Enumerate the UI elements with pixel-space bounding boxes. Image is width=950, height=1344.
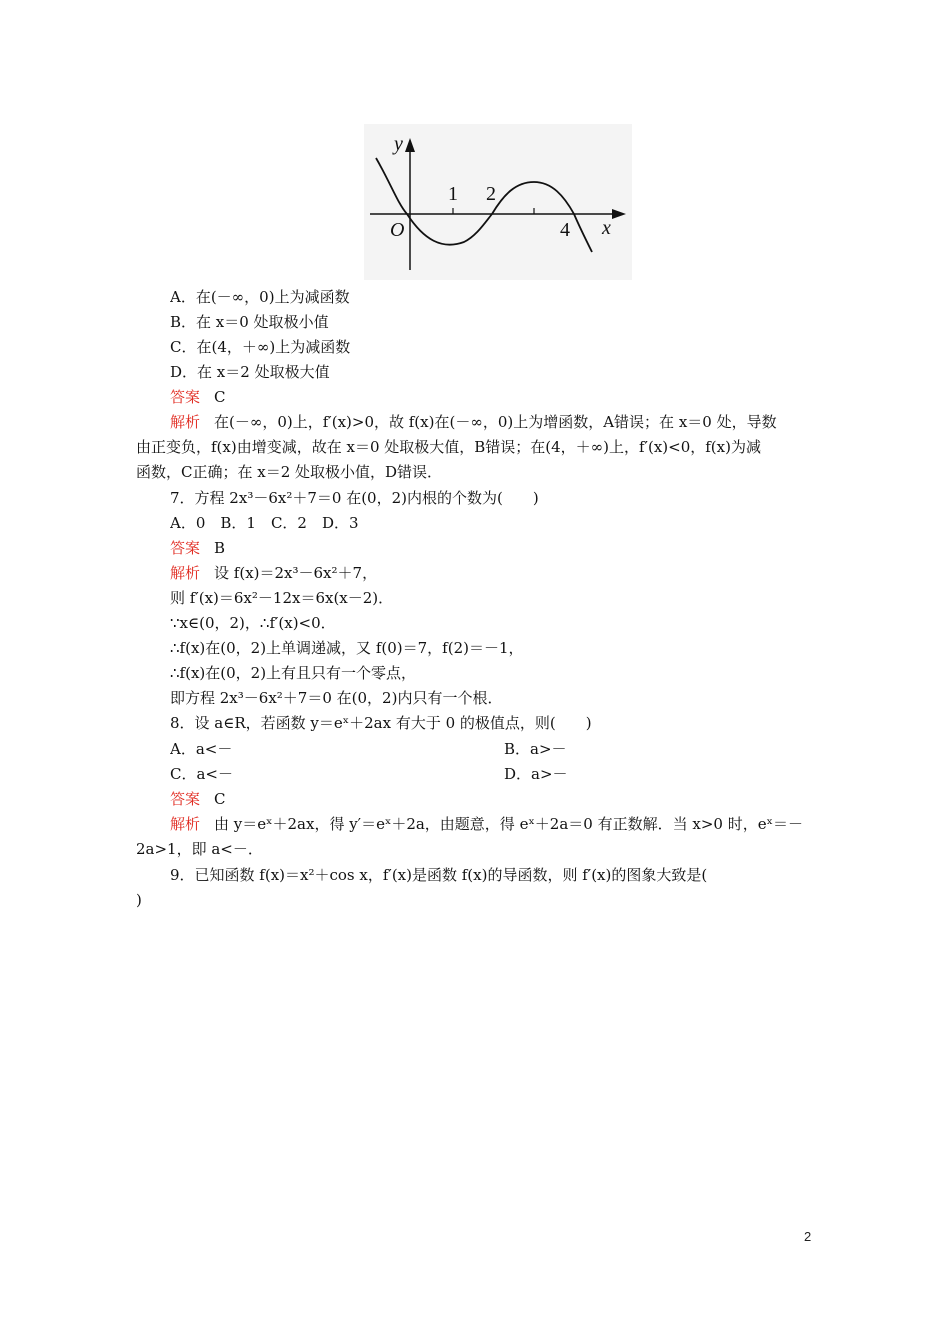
q6-answer — [170, 386, 816, 408]
q7-stem: 7．方程 2x³－6x²＋7＝0 在(0，2)内根的个数为( ) — [170, 489, 539, 507]
q8-option-c: C．a<－ — [170, 765, 233, 783]
page-number: 2 — [804, 1229, 812, 1244]
tick-label-1: 1 — [448, 183, 458, 205]
q8-analysis-line-1 — [170, 813, 816, 835]
q6-option-d: D．在 x＝2 处取极大值 — [170, 363, 330, 381]
origin-label: O — [390, 219, 405, 241]
analysis-label: 解析 — [170, 564, 201, 582]
derivative-graph — [364, 124, 632, 280]
analysis-text: 由 y＝eˣ＋2ax，得 y′＝eˣ＋2a，由题意，得 eˣ＋2a＝0 有正数解．当 x>0 时，eˣ＝－ — [214, 815, 803, 833]
q8-option-a: A．a<－ — [170, 740, 233, 758]
q7-analysis-line-2: 则 f′(x)＝6x²－12x＝6x(x－2)． — [170, 589, 394, 607]
q6-option-c: C．在(4，＋∞)上为减函数 — [170, 338, 351, 356]
y-axis-arrow — [405, 138, 415, 152]
q7-analysis-line-6: 即方程 2x³－6x²＋7＝0 在(0，2)内只有一个根． — [170, 689, 503, 707]
q6-option-b: B．在 x＝0 处取极小值 — [170, 313, 329, 331]
q8-option-b: B．a>－ — [504, 740, 567, 758]
tick-label-2: 2 — [486, 183, 496, 205]
tick-label-4: 4 — [560, 219, 570, 241]
answer-value: C — [214, 388, 226, 406]
q7-analysis-line-1 — [170, 562, 816, 584]
analysis-label: 解析 — [170, 815, 201, 833]
q8-options-row-2 — [170, 763, 816, 785]
answer-label: 答案 — [170, 790, 201, 808]
q8-stem: 8．设 a∈R，若函数 y＝eˣ＋2ax 有大于 0 的极值点，则( ) — [170, 714, 592, 732]
q8-answer — [170, 788, 816, 810]
derivative-graph-figure — [364, 124, 632, 280]
q6-analysis-line-2: 由正变负，f(x)由增变减，故在 x＝0 处取极大值，B错误；在(4，＋∞)上，f′(x)<0，f(x)为减 — [136, 438, 761, 456]
q9-stem-line-1: 9．已知函数 f(x)＝x²＋cos x，f′(x)是函数 f(x)的导函数，则 f′(x)的图象大致是( — [170, 866, 708, 884]
analysis-label: 解析 — [170, 413, 201, 431]
analysis-text: 在(－∞，0)上，f′(x)>0，故 f(x)在(－∞，0)上为增函数，A错误；在 x＝0 处，导数 — [214, 413, 777, 431]
y-axis-label: y — [394, 133, 403, 155]
answer-value: C — [214, 790, 226, 808]
q8-option-d: D．a>－ — [504, 765, 568, 783]
q7-answer — [170, 537, 816, 559]
analysis-text: 设 f(x)＝2x³－6x²＋7， — [214, 564, 378, 582]
answer-label: 答案 — [170, 539, 201, 557]
x-axis-label: x — [602, 217, 611, 239]
q8-options-row-1 — [170, 738, 816, 760]
answer-label: 答案 — [170, 388, 201, 406]
q6-option-a: A．在(－∞，0)上为减函数 — [170, 288, 350, 306]
q6-analysis-line-3: 函数，C正确；在 x＝2 处取极小值，D错误． — [136, 463, 443, 481]
q7-analysis-line-3: ∵x∈(0，2)，∴f′(x)<0． — [170, 614, 336, 632]
q9-stem-line-2: ) — [136, 891, 142, 909]
q7-options: A．0 B．1 C．2 D．3 — [170, 514, 359, 532]
q6-analysis-line-1 — [170, 411, 816, 433]
q7-analysis-line-4: ∴f(x)在(0，2)上单调递减，又 f(0)＝7，f(2)＝－1， — [170, 639, 524, 657]
q7-analysis-line-5: ∴f(x)在(0，2)上有且只有一个零点， — [170, 664, 417, 682]
answer-value: B — [214, 539, 226, 557]
q8-analysis-line-2: 2a>1，即 a<－． — [136, 840, 263, 858]
x-axis-arrow — [612, 209, 626, 219]
